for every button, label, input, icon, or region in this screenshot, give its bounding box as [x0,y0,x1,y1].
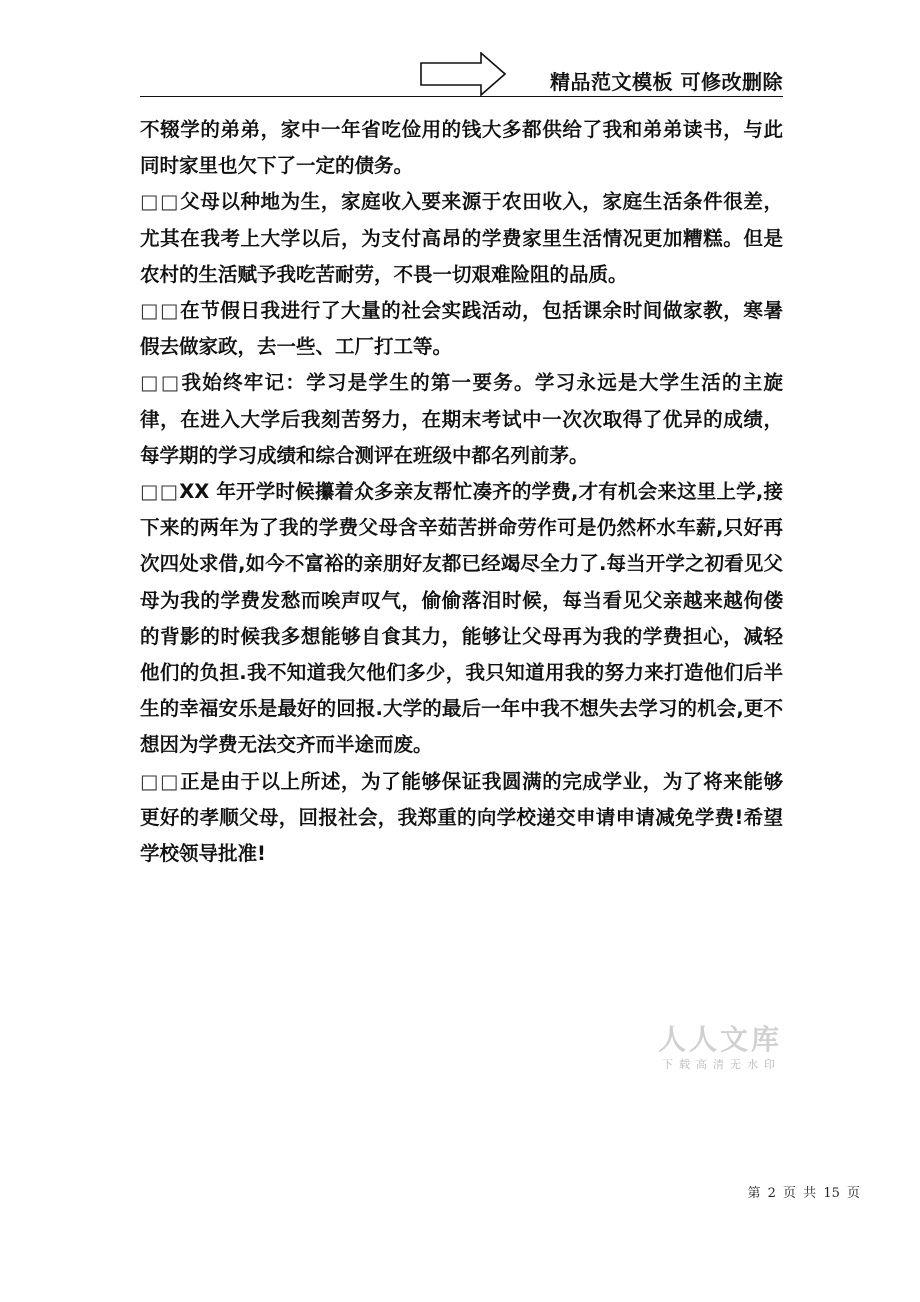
paragraph-text: 在节假日我进行了大量的社会实践活动，包括课余时间做家教，寒暑假去做家政，去一些、工厂打工等。 [140,299,783,359]
paragraph-text: 正是由于以上所述，为了能够保证我圆满的完成学业，为了将来能够更好的孝顺父母，回报社会，我郑重的向学校递交申请申请减免学费!希望学校领导批准! [140,769,783,866]
paragraph [140,365,783,474]
page-header [140,50,783,98]
watermark-title: 人人文库 [658,1023,783,1056]
paragraph-text: 我始终牢记：学习是学生的第一要务。学习永远是大学生活的主旋律，在进入大学后我刻苦努力，在期末考试中一次次取得了优异的成绩，每学期的学习成绩和综合测评在班级中都名列前茅。 [140,371,783,467]
paragraph [140,474,783,764]
paragraph [140,112,783,184]
document-body [140,112,783,872]
paragraph-indent: □□ [140,190,181,214]
paragraph-text: XX 年开学时候攥着众多亲友帮忙凑齐的学费,才有机会来这里上学,接下来的两年为了我的学费父母含辛茹苦拼命劳作可是仍然杯水车薪,只好再次四处求借,如今不富裕的亲朋好友都已经竭尽全力了.每当开学之初看见父母为我的学费发愁而唉声叹气，偷偷落泪时候，每当看见父亲越来越佝偻的背影的时候我多想能够自食其力，能够让父母再为我的学费担心，减轻他们的负担.我不知道我欠他们多少，我只知道用我的努力来打造他们后半生的幸福安乐是最好的回报.大学的最后一年中我不想失去学习的机会,更不想因为学费无法交齐而半途而废。 [140,480,783,757]
paragraph [140,293,783,365]
header-title: 精品范文模板 可修改删除 [550,70,783,94]
paragraph [140,764,783,873]
page-number: 第 2 页 共 15 页 [747,1186,860,1201]
paragraph-indent: □□ [140,299,181,323]
right-arrow-icon [420,52,506,96]
paragraph [140,184,783,293]
paragraph-text: 不辍学的弟弟，家中一年省吃俭用的钱大多都供给了我和弟弟读书，与此同时家里也欠下了一定的债务。 [140,118,783,178]
watermark [650,1018,790,1082]
paragraph-indent: □□ [140,480,180,504]
paragraph-text: 父母以种地为生，家庭收入要来源于农田收入，家庭生活条件很差，尤其在我考上大学以后，为支付高昂的学费家里生活情况更加糟糕。但是农村的生活赋予我吃苦耐劳，不畏一切艰难险阻的品质。 [140,190,783,286]
watermark-subtitle: 下载高清无水印 [662,1058,781,1071]
paragraph-indent: □□ [140,769,181,793]
paragraph-indent: □□ [140,371,182,395]
header-rule [140,96,783,97]
